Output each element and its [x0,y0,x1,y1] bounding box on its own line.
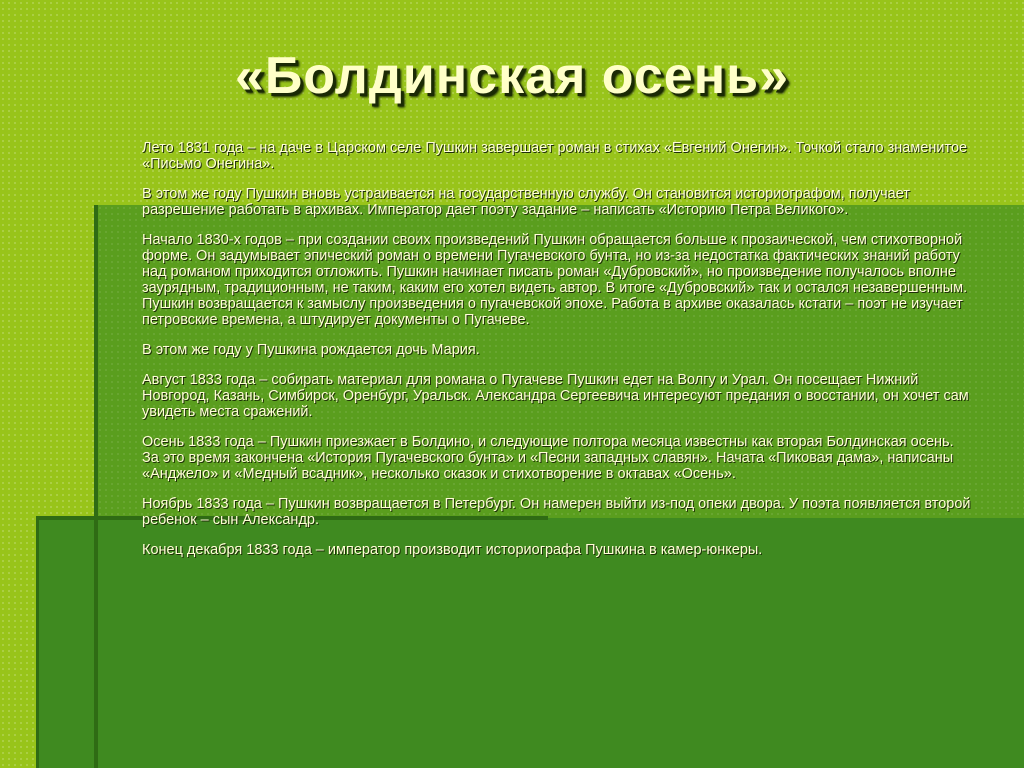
paragraph-early-1830s: Начало 1830-х годов – при создании своих произведений Пушкин обращается больше к прозаической, чем стихотворной форме. Он задумывает эпический роман о времени Пугачевского бунта, но из-за недостатка фактических знаний работу над романом приходится отложить. Пушкин начинает писать роман «Дубровский», но произведение получалось вполне заурядным, традиционным, не таким, каким его хотел видеть автор. В итоге «Дубровский» так и остался незавершенным. Пушкин возвращается к замыслу произведения о пугачевской эпохе. Работа в архиве оказалась кстати – поэт не изучает петровские времена, а штудирует документы о Пугачеве. [142,232,968,328]
slide-title: «Болдинская осень» [234,47,790,105]
slide-body [142,140,972,572]
paragraph-december-1833: Конец декабря 1833 года – император производит историографа Пушкина в камер-юнкеры. [142,542,763,558]
paragraph-august-1833: Август 1833 года – собирать материал для романа о Пугачеве Пушкин едет на Волгу и Урал. Он посещает Нижний Новгород, Казань, Симбирск, Оренбург, Уральск. Александра Сергеевича интересуют предания о восстании, он хочет сам увидеть места сражений. [142,372,969,420]
decorative-line-vertical [94,205,98,768]
decorative-line-vertical-lower [36,518,39,768]
paragraph-summer-1831: Лето 1831 года – на даче в Царском селе Пушкин завершает роман в стихах «Евгений Онегин». Точкой стало знаменитое «Письмо Онегина». [142,140,968,172]
paragraph-daughter-maria: В этом же году у Пушкина рождается дочь Мария. [142,342,480,358]
paragraph-state-service: В этом же году Пушкин вновь устраивается на государственную службу. Он становится историографом, получает разрешение работать в архивах. Император дает поэту задание – написать «Историю Петра Великого». [142,186,910,218]
paragraph-november-1833: Ноябрь 1833 года – Пушкин возвращается в Петербург. Он намерен выйти из-под опеки двора. У поэта появляется второй ребенок – сын Александр. [142,496,971,528]
paragraph-autumn-1833: Осень 1833 года – Пушкин приезжает в Болдино, и следующие полтора месяца известны как вторая Болдинская осень. За это время закончена «История Пугачевского бунта» и «Песни западных славян». Начата «Пиковая дама», написаны «Анджело» и «Медный всадник», несколько сказок и стихотворение в октавах «Осень». [142,434,954,482]
